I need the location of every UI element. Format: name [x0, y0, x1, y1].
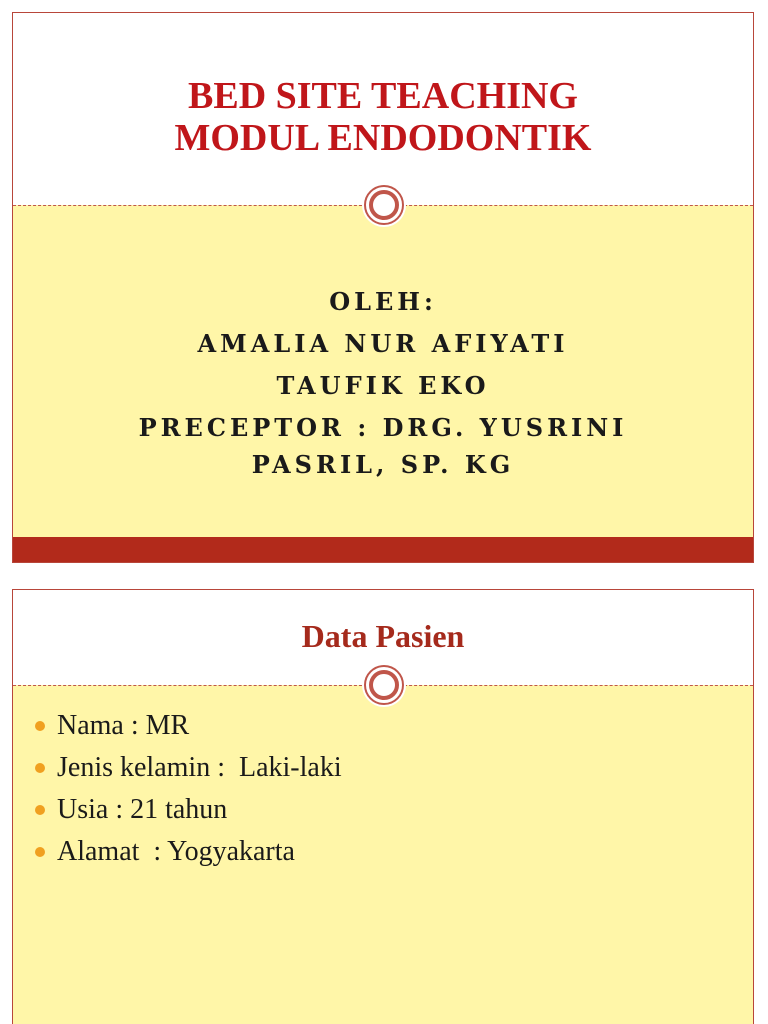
bullet-icon: [35, 847, 45, 857]
slide-title-line-2: MODUL ENDODONTIK: [174, 117, 592, 159]
title-slide-header: [13, 13, 753, 205]
section-title: Data Pasien: [301, 618, 465, 654]
bullet-icon: [35, 805, 45, 815]
title-slide: [12, 12, 754, 563]
slide-title: [13, 75, 753, 159]
preceptor-line-1: PRECEPTOR : DRG. YUSRINI: [138, 413, 628, 442]
list-item: [35, 705, 342, 747]
patient-name: Nama : MR: [57, 710, 190, 741]
list-item: [35, 789, 342, 831]
author-line-2: AMALIA NUR AFIYATI: [197, 329, 569, 358]
patient-age: Usia : 21 tahun: [57, 794, 228, 825]
list-item: [35, 831, 342, 873]
author-line-3: TAUFIK EKO: [276, 371, 490, 400]
patient-gender: Jenis kelamin : Laki-laki: [57, 752, 342, 783]
list-item: [35, 747, 342, 789]
author-line-1: OLEH:: [329, 287, 437, 316]
author-block: [23, 281, 743, 481]
patient-address: Alamat : Yogyakarta: [57, 836, 295, 867]
slide-title-line-1: BED SITE TEACHING: [188, 75, 578, 117]
preceptor-line-2: PASRIL, SP. KG: [251, 450, 515, 479]
patient-data-slide: [12, 589, 754, 1024]
circle-ornament-icon: [362, 183, 406, 227]
circle-ornament-icon: [362, 663, 406, 707]
footer-band: [13, 537, 753, 563]
bullet-icon: [35, 763, 45, 773]
patient-data-list: [35, 705, 342, 873]
bullet-icon: [35, 721, 45, 731]
